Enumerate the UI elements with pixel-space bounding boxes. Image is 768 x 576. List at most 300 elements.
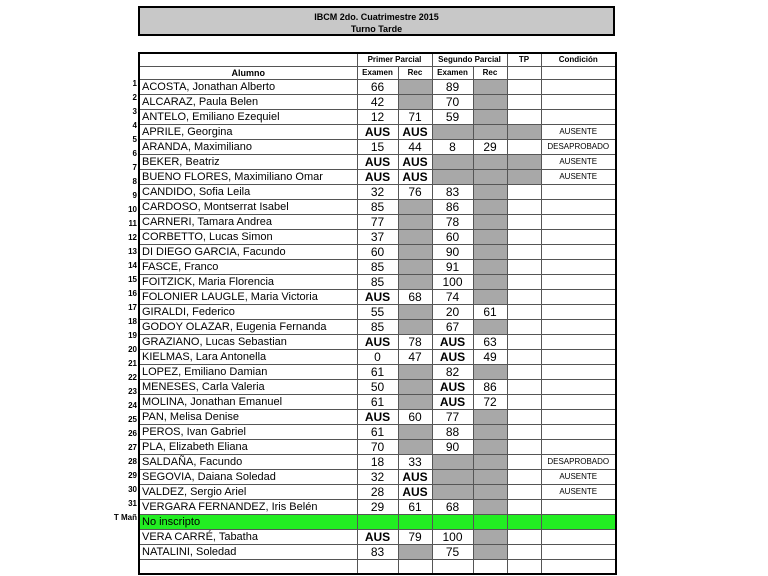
tp-cell <box>507 305 541 320</box>
score-cell-e1: 12 <box>357 110 398 125</box>
condition-cell <box>541 515 616 530</box>
tp-cell <box>507 110 541 125</box>
table-row <box>139 500 616 515</box>
score-cell-e2: 60 <box>432 230 473 245</box>
score-cell-r2: 72 <box>473 395 507 410</box>
condition-cell <box>541 275 616 290</box>
row-number: 9 <box>132 191 137 200</box>
score-cell-e2: 8 <box>432 140 473 155</box>
row-number: 6 <box>132 149 137 158</box>
score-cell-e1: 50 <box>357 380 398 395</box>
score-cell-r1 <box>398 215 432 230</box>
row-number: 7 <box>132 163 137 172</box>
table-row <box>139 515 616 530</box>
tp-cell <box>507 95 541 110</box>
tp-cell <box>507 545 541 560</box>
table-row <box>139 350 616 365</box>
row-number: 8 <box>132 177 137 186</box>
row-number: 22 <box>128 373 137 382</box>
condition-cell <box>541 440 616 455</box>
score-cell-e1 <box>357 515 398 530</box>
score-cell-e1: AUS <box>357 170 398 185</box>
score-cell-e2 <box>432 455 473 470</box>
header-segundo-parcial: Segundo Parcial <box>432 53 507 67</box>
condition-cell <box>541 380 616 395</box>
score-cell-r1 <box>398 440 432 455</box>
table-row <box>139 125 616 140</box>
student-name: VERA CARRÉ, Tabatha <box>139 530 357 545</box>
score-cell-e2: AUS <box>432 350 473 365</box>
row-number: 14 <box>128 261 137 270</box>
score-cell-r1 <box>398 230 432 245</box>
row-number: 3 <box>132 107 137 116</box>
score-cell-e2: 89 <box>432 80 473 95</box>
score-cell-r1: AUS <box>398 470 432 485</box>
table-row <box>139 95 616 110</box>
student-name: FASCE, Franco <box>139 260 357 275</box>
tp-cell <box>507 320 541 335</box>
score-cell-e1: 18 <box>357 455 398 470</box>
score-cell-e1: 55 <box>357 305 398 320</box>
score-cell-r2 <box>473 320 507 335</box>
score-cell-r1 <box>398 95 432 110</box>
condition-cell <box>541 545 616 560</box>
row-number: 27 <box>128 443 137 452</box>
score-cell-r1 <box>398 80 432 95</box>
student-name: VALDEZ, Sergio Ariel <box>139 485 357 500</box>
tp-cell <box>507 125 541 140</box>
condition-cell <box>541 245 616 260</box>
table-row <box>139 230 616 245</box>
table-row <box>139 80 616 95</box>
empty-cell <box>357 560 398 574</box>
score-cell-e2: 100 <box>432 275 473 290</box>
score-cell-r1 <box>398 320 432 335</box>
tp-cell <box>507 80 541 95</box>
score-cell-e1: 37 <box>357 230 398 245</box>
score-cell-r2 <box>473 440 507 455</box>
condition-cell <box>541 350 616 365</box>
condition-cell: AUSENTE <box>541 485 616 500</box>
sheet-title: IBCM 2do. Cuatrimestre 2015 <box>314 12 439 22</box>
table-row <box>139 395 616 410</box>
score-cell-e1: 66 <box>357 80 398 95</box>
row-number: 24 <box>128 401 137 410</box>
score-cell-e1: 32 <box>357 185 398 200</box>
score-cell-e2 <box>432 485 473 500</box>
score-cell-r1 <box>398 545 432 560</box>
row-number: 11 <box>128 219 137 228</box>
tp-cell <box>507 410 541 425</box>
score-cell-e1: 70 <box>357 440 398 455</box>
student-name: CANDIDO, Sofia Leila <box>139 185 357 200</box>
row-number: 30 <box>128 485 137 494</box>
header-tp-blank <box>507 67 541 80</box>
table-row <box>139 245 616 260</box>
header-tp: TP <box>507 53 541 67</box>
row-number: 26 <box>128 429 137 438</box>
row-number: 31 <box>128 499 137 508</box>
student-name: VERGARA FERNANDEZ, Iris Belén <box>139 500 357 515</box>
tp-cell <box>507 350 541 365</box>
tp-cell <box>507 365 541 380</box>
table-row <box>139 485 616 500</box>
condition-cell: AUSENTE <box>541 125 616 140</box>
score-cell-r2 <box>473 80 507 95</box>
score-cell-r1 <box>398 260 432 275</box>
score-cell-e2: 74 <box>432 290 473 305</box>
condition-cell <box>541 95 616 110</box>
header-examen-2: Examen <box>432 67 473 80</box>
row-number: 16 <box>128 289 137 298</box>
row-number: 15 <box>128 275 137 284</box>
score-cell-r2 <box>473 545 507 560</box>
score-cell-e2: 88 <box>432 425 473 440</box>
score-cell-r2 <box>473 95 507 110</box>
tp-cell <box>507 170 541 185</box>
tp-cell <box>507 245 541 260</box>
student-name: PLA, Elizabeth Eliana <box>139 440 357 455</box>
tp-cell <box>507 215 541 230</box>
header-condicion: Condición <box>541 53 616 67</box>
score-cell-e2 <box>432 170 473 185</box>
score-cell-e2: 77 <box>432 410 473 425</box>
score-cell-e1: 61 <box>357 365 398 380</box>
student-name: ANTELO, Emiliano Ezequiel <box>139 110 357 125</box>
student-name: ACOSTA, Jonathan Alberto <box>139 80 357 95</box>
score-cell-e1: 85 <box>357 200 398 215</box>
score-cell-e1: 85 <box>357 260 398 275</box>
student-name: FOLONIER LAUGLE, Maria Victoria <box>139 290 357 305</box>
table-row <box>139 185 616 200</box>
student-name: PAN, Melisa Denise <box>139 410 357 425</box>
row-number: 29 <box>128 471 137 480</box>
score-cell-e1: 42 <box>357 95 398 110</box>
condition-cell <box>541 80 616 95</box>
score-cell-r1 <box>398 365 432 380</box>
score-cell-r2 <box>473 260 507 275</box>
table-row <box>139 320 616 335</box>
empty-cell <box>507 560 541 574</box>
score-cell-e2: 75 <box>432 545 473 560</box>
student-name: FOITZICK, Maria Florencia <box>139 275 357 290</box>
score-cell-e1: 28 <box>357 485 398 500</box>
score-cell-e1: 15 <box>357 140 398 155</box>
score-cell-r1: AUS <box>398 485 432 500</box>
score-cell-e2: 78 <box>432 215 473 230</box>
empty-cell <box>432 560 473 574</box>
row-number: 28 <box>128 457 137 466</box>
empty-cell <box>473 560 507 574</box>
score-cell-r1 <box>398 425 432 440</box>
tp-cell <box>507 230 541 245</box>
score-cell-r1 <box>398 395 432 410</box>
student-name: MENESES, Carla Valeria <box>139 380 357 395</box>
score-cell-r2: 63 <box>473 335 507 350</box>
score-cell-e2 <box>432 155 473 170</box>
student-name: BEKER, Beatriz <box>139 155 357 170</box>
tp-cell <box>507 260 541 275</box>
condition-cell: DESAPROBADO <box>541 455 616 470</box>
tp-cell <box>507 275 541 290</box>
header-blank <box>139 53 357 67</box>
score-cell-e2: 91 <box>432 260 473 275</box>
row-number: 10 <box>128 205 137 214</box>
student-name: SALDAÑA, Facundo <box>139 455 357 470</box>
table-row <box>139 140 616 155</box>
score-cell-e1: 85 <box>357 320 398 335</box>
score-cell-r2 <box>473 125 507 140</box>
condition-cell <box>541 185 616 200</box>
condition-cell: AUSENTE <box>541 155 616 170</box>
condition-cell <box>541 395 616 410</box>
header-examen-1: Examen <box>357 67 398 80</box>
row-number: 18 <box>128 317 137 326</box>
score-cell-r1: 79 <box>398 530 432 545</box>
table-row <box>139 380 616 395</box>
row-number: 12 <box>128 233 137 242</box>
tp-cell <box>507 200 541 215</box>
table-row <box>139 275 616 290</box>
tp-cell <box>507 425 541 440</box>
table-row <box>139 455 616 470</box>
student-name: SEGOVIA, Daiana Soledad <box>139 470 357 485</box>
header-row-columns <box>139 67 616 80</box>
score-cell-r1: 47 <box>398 350 432 365</box>
sheet-subtitle: Turno Tarde <box>350 24 403 34</box>
score-cell-e1: AUS <box>357 530 398 545</box>
condition-cell <box>541 530 616 545</box>
score-cell-r1 <box>398 380 432 395</box>
student-name: BUENO FLORES, Maximiliano Omar <box>139 170 357 185</box>
row-number: 2 <box>132 93 137 102</box>
condition-cell <box>541 215 616 230</box>
score-cell-r1 <box>398 200 432 215</box>
score-cell-r1: 44 <box>398 140 432 155</box>
tp-cell <box>507 530 541 545</box>
tp-cell <box>507 440 541 455</box>
score-cell-e2: AUS <box>432 380 473 395</box>
score-cell-e1: AUS <box>357 290 398 305</box>
score-cell-r2 <box>473 410 507 425</box>
score-cell-r2 <box>473 515 507 530</box>
score-cell-e1: 32 <box>357 470 398 485</box>
table-row <box>139 290 616 305</box>
score-cell-e1: 61 <box>357 425 398 440</box>
score-cell-r1: 68 <box>398 290 432 305</box>
row-number: 13 <box>128 247 137 256</box>
condition-cell <box>541 365 616 380</box>
score-cell-r2 <box>473 470 507 485</box>
condition-cell <box>541 320 616 335</box>
score-cell-e1: AUS <box>357 125 398 140</box>
score-cell-r2 <box>473 500 507 515</box>
condition-cell <box>541 410 616 425</box>
score-cell-e1: 77 <box>357 215 398 230</box>
score-cell-r2 <box>473 185 507 200</box>
row-number: 25 <box>128 415 137 424</box>
score-cell-r1: 61 <box>398 500 432 515</box>
score-cell-r2 <box>473 365 507 380</box>
score-cell-r2 <box>473 275 507 290</box>
condition-cell: AUSENTE <box>541 170 616 185</box>
sheet-title-box <box>138 6 615 36</box>
score-cell-r1 <box>398 275 432 290</box>
score-cell-r2 <box>473 215 507 230</box>
score-cell-r2: 49 <box>473 350 507 365</box>
score-cell-e1: AUS <box>357 410 398 425</box>
score-cell-r1: AUS <box>398 170 432 185</box>
table-row <box>139 170 616 185</box>
student-name: CARNERI, Tamara Andrea <box>139 215 357 230</box>
tp-cell <box>507 485 541 500</box>
score-cell-r2 <box>473 290 507 305</box>
score-cell-e2 <box>432 515 473 530</box>
tp-cell <box>507 335 541 350</box>
score-cell-r1: 71 <box>398 110 432 125</box>
student-name: GRAZIANO, Lucas Sebastian <box>139 335 357 350</box>
table-row <box>139 200 616 215</box>
student-name: APRILE, Georgina <box>139 125 357 140</box>
score-cell-r1: AUS <box>398 125 432 140</box>
table-row <box>139 215 616 230</box>
student-name: NATALINI, Soledad <box>139 545 357 560</box>
student-name: KIELMAS, Lara Antonella <box>139 350 357 365</box>
score-cell-r2: 86 <box>473 380 507 395</box>
score-cell-r2 <box>473 230 507 245</box>
empty-cell <box>398 560 432 574</box>
score-cell-r1: 60 <box>398 410 432 425</box>
row-number: 23 <box>128 387 137 396</box>
student-name: GIRALDI, Federico <box>139 305 357 320</box>
condition-cell <box>541 110 616 125</box>
score-cell-e2 <box>432 470 473 485</box>
score-cell-r2 <box>473 245 507 260</box>
table-row <box>139 305 616 320</box>
score-cell-r2 <box>473 455 507 470</box>
score-cell-e2: AUS <box>432 335 473 350</box>
score-cell-e2: 90 <box>432 440 473 455</box>
student-name: CORBETTO, Lucas Simon <box>139 230 357 245</box>
tp-cell <box>507 290 541 305</box>
header-rec-2: Rec <box>473 67 507 80</box>
condition-cell <box>541 230 616 245</box>
score-cell-e1: 61 <box>357 395 398 410</box>
score-cell-e2: 82 <box>432 365 473 380</box>
condition-cell <box>541 290 616 305</box>
score-cell-r2 <box>473 200 507 215</box>
row-number: 4 <box>132 121 137 130</box>
score-cell-e2: 67 <box>432 320 473 335</box>
student-name: PEROS, Ivan Gabriel <box>139 425 357 440</box>
row-number: 20 <box>128 345 137 354</box>
score-cell-e2: 100 <box>432 530 473 545</box>
tp-cell <box>507 500 541 515</box>
score-cell-e1: AUS <box>357 155 398 170</box>
header-primer-parcial: Primer Parcial <box>357 53 432 67</box>
table-row <box>139 335 616 350</box>
score-cell-r1 <box>398 515 432 530</box>
table-row <box>139 545 616 560</box>
score-cell-r2: 29 <box>473 140 507 155</box>
row-number: 5 <box>132 135 137 144</box>
student-name: GODOY OLAZAR, Eugenia Fernanda <box>139 320 357 335</box>
header-condicion-blank <box>541 67 616 80</box>
empty-cell <box>139 560 357 574</box>
condition-cell <box>541 425 616 440</box>
header-rec-1: Rec <box>398 67 432 80</box>
row-number: 1 <box>132 79 137 88</box>
score-cell-r1: 33 <box>398 455 432 470</box>
condition-cell: AUSENTE <box>541 470 616 485</box>
row-number: 21 <box>128 359 137 368</box>
tp-cell <box>507 455 541 470</box>
score-cell-r2 <box>473 110 507 125</box>
score-cell-e2: 59 <box>432 110 473 125</box>
tp-cell <box>507 185 541 200</box>
score-cell-r2 <box>473 485 507 500</box>
tp-cell <box>507 380 541 395</box>
score-cell-e2: 90 <box>432 245 473 260</box>
table-row <box>139 470 616 485</box>
score-cell-r2: 61 <box>473 305 507 320</box>
student-name: CARDOSO, Montserrat Isabel <box>139 200 357 215</box>
header-row-groups <box>139 53 616 67</box>
row-number: 19 <box>128 331 137 340</box>
table-row <box>139 110 616 125</box>
student-name: LOPEZ, Emiliano Damian <box>139 365 357 380</box>
condition-cell <box>541 305 616 320</box>
score-cell-r1 <box>398 245 432 260</box>
score-cell-e2: 83 <box>432 185 473 200</box>
table-row <box>139 530 616 545</box>
tp-cell <box>507 395 541 410</box>
condition-cell <box>541 335 616 350</box>
condition-cell <box>541 260 616 275</box>
condition-cell: DESAPROBADO <box>541 140 616 155</box>
header-alumno: Alumno <box>139 67 357 80</box>
score-cell-e2 <box>432 125 473 140</box>
score-cell-r1: 78 <box>398 335 432 350</box>
condition-cell <box>541 500 616 515</box>
score-cell-e2: 70 <box>432 95 473 110</box>
score-cell-e1: 83 <box>357 545 398 560</box>
table-row <box>139 365 616 380</box>
table-row <box>139 260 616 275</box>
score-cell-r1: AUS <box>398 155 432 170</box>
row-number: T Mañ <box>113 513 137 522</box>
score-cell-r2 <box>473 425 507 440</box>
tp-cell <box>507 515 541 530</box>
score-cell-e1: 29 <box>357 500 398 515</box>
score-cell-e2: AUS <box>432 395 473 410</box>
table-row <box>139 425 616 440</box>
score-cell-r2 <box>473 170 507 185</box>
tp-cell <box>507 140 541 155</box>
table-row <box>139 440 616 455</box>
score-cell-e1: 85 <box>357 275 398 290</box>
grades-table <box>138 52 617 575</box>
table-row <box>139 155 616 170</box>
student-name: MOLINA, Jonathan Emanuel <box>139 395 357 410</box>
tp-cell <box>507 470 541 485</box>
student-name: No inscripto <box>139 515 357 530</box>
score-cell-e2: 68 <box>432 500 473 515</box>
empty-cell <box>541 560 616 574</box>
table-row <box>139 410 616 425</box>
student-name: ARANDA, Maximiliano <box>139 140 357 155</box>
score-cell-r2 <box>473 155 507 170</box>
